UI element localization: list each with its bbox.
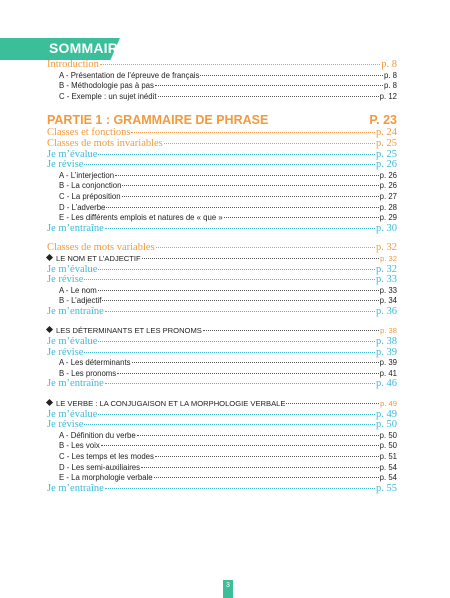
- page-title: SOMMAIRE: [49, 40, 128, 56]
- toc-entry-entraine[interactable]: Je m’entraîne p. 30: [47, 222, 397, 234]
- toc-entry-evalue[interactable]: Je m’évalue p. 38: [47, 336, 397, 348]
- toc-subentry[interactable]: A - Définition du verbe p. 50: [59, 430, 397, 440]
- toc-entry-classes-fonctions[interactable]: Classes et fonctions p. 24: [47, 127, 397, 139]
- part-heading[interactable]: PARTIE 1 : GRAMMAIRE DE PHRASE P. 23: [47, 113, 397, 128]
- toc-subentry[interactable]: B - Les pronoms p. 41: [59, 368, 397, 378]
- toc-subentry[interactable]: E - La morphologie verbale p. 54: [59, 473, 397, 483]
- toc-entry-introduction[interactable]: Introduction p. 8: [47, 59, 397, 70]
- toc-entry-entraine[interactable]: Je m’entraîne p. 46: [47, 378, 397, 390]
- table-of-contents: [47, 60, 397, 494]
- toc-subentry[interactable]: A - L’interjection p. 26: [59, 170, 397, 180]
- diamond-bullet-icon: [46, 326, 53, 333]
- toc-subentry[interactable]: E - Les différents emplois et natures de « que » p. 29: [59, 213, 397, 223]
- toc-entry-entraine[interactable]: Je m’entraîne p. 36: [47, 305, 397, 317]
- toc-subentry[interactable]: B - Méthodologie pas à pas p. 8: [59, 81, 397, 91]
- toc-entry-evalue[interactable]: Je m’évalue p. 32: [47, 263, 397, 275]
- diamond-bullet-icon: [46, 399, 53, 406]
- toc-entry-revise[interactable]: Je révise p. 33: [47, 274, 397, 286]
- toc-subentry[interactable]: C - Les temps et les modes p. 51: [59, 452, 397, 461]
- toc-entry-evalue[interactable]: Je m’évalue p. 25: [47, 148, 397, 160]
- toc-subentry[interactable]: B - Les voix p. 50: [59, 441, 397, 451]
- toc-topic-determinants[interactable]: LES DÉTERMINANTS ET LES PRONOMS p. 38: [47, 326, 397, 337]
- page-number: 3: [223, 580, 233, 598]
- toc-subentry[interactable]: C - Exemple : un sujet inédit p. 12: [59, 91, 397, 101]
- toc-entry-revise[interactable]: Je révise p. 50: [47, 419, 397, 431]
- toc-subentry[interactable]: A - Présentation de l’épreuve de français p. 8: [59, 70, 397, 80]
- toc-subentry[interactable]: D - Les semi-auxiliaires p. 54: [59, 462, 397, 472]
- toc-subentry[interactable]: C - La préposition p. 27: [59, 191, 397, 201]
- toc-subentry[interactable]: B - L’adjectif p. 34: [59, 296, 397, 306]
- toc-entry-revise[interactable]: Je révise p. 39: [47, 346, 397, 358]
- toc-topic-verbe[interactable]: LE VERBE : LA CONJUGAISON ET LA MORPHOLOGIE VERBALE p. 49: [47, 399, 397, 410]
- toc-entry-invariables[interactable]: Classes de mots invariables p. 25: [47, 137, 397, 149]
- toc-entry-revise[interactable]: Je révise p. 26: [47, 159, 397, 171]
- toc-entry-variables[interactable]: Classes de mots variables p. 32: [47, 242, 397, 254]
- toc-subentry[interactable]: A - Les déterminants p. 39: [59, 358, 397, 368]
- toc-entry-entraine[interactable]: Je m’entraîne p. 55: [47, 482, 397, 494]
- toc-topic-nom[interactable]: LE NOM ET L’ADJECTIF p. 32: [47, 254, 397, 265]
- toc-subentry[interactable]: A - Le nom p. 33: [59, 285, 397, 295]
- toc-entry-evalue[interactable]: Je m’évalue p. 49: [47, 408, 397, 420]
- toc-subentry[interactable]: D - L’adverbe p. 28: [59, 202, 397, 212]
- toc-subentry[interactable]: B - La conjonction p. 26: [59, 181, 397, 191]
- diamond-bullet-icon: [46, 254, 53, 261]
